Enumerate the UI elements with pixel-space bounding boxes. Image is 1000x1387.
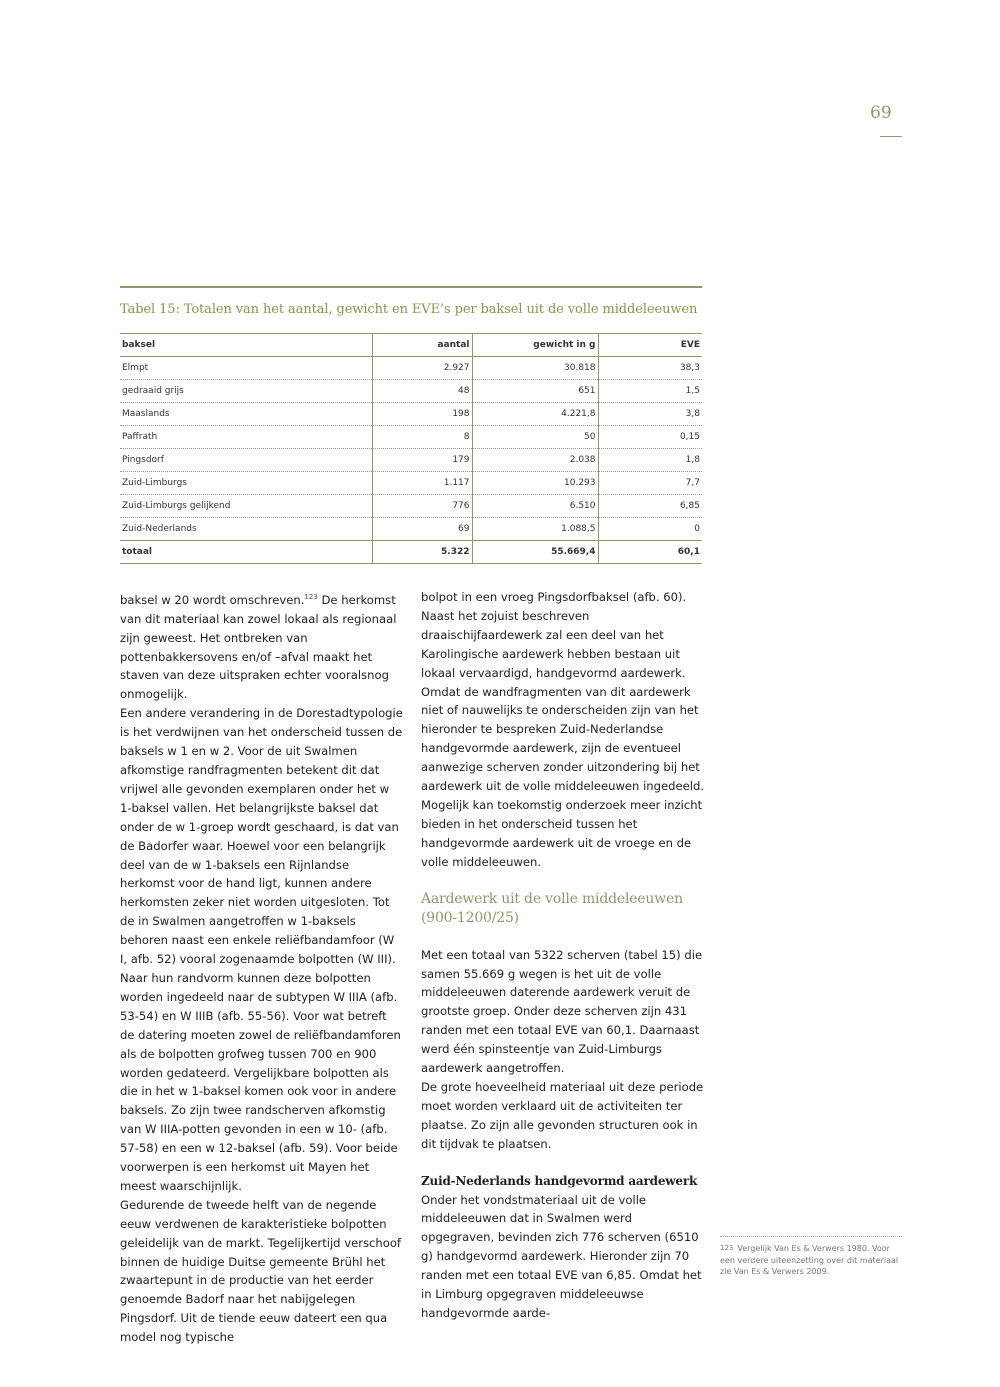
left-paragraph-2: Een andere verandering in de Dorestadtypologie is het verdwijnen van het onderscheid tussen de baksels w 1 en w 2. Voor de uit Swalmen afkomstige randfragmenten betekent dit dat vrijwel alle gevonden exemplaren onder het w 1-baksel vallen. Het belangrijkste baksel dat onder de w 1-groep wordt geschaard, is dat van de Badorfer waar. Hoewel voor een belangrijk deel van de w 1-baksels een Rijnlandse herkomst voor de hand ligt, kunnen andere herkomsten zeker niet worden uitgesloten. Tot de in Swalmen aangetroffen w 1-baksels behoren naast een enkele reliëfbandamfoor (W I, afb. 52) vooral zogenaamde bolpotten (W III). Naar hun randvorm kunnen deze bolpotten worden ingedeeld naar de subtypen W IIIA (afb. 53-54) en W IIIB (afb. 55-56). Voor wat betreft de datering moeten zowel de reliëfbandamforen als de bolpotten grofweg tussen 700 en 900 worden gedateerd. Vergelijkbare bolpotten als die in het w 1-baksel komen ook voor in andere baksels. Zo zijn twee randscherven afkomstig van W IIIA-potten gevonden in een w 10- (afb. 57-58) en een w 12-baksel (afb. 59). Voor beide voorwerpen is een herkomst uit Mayen het meest waarschijnlijk.	[120, 706, 403, 1193]
page-number-rule	[880, 136, 902, 137]
cell-aantal: 48	[372, 379, 472, 402]
cell-gewicht: 1.088,5	[472, 517, 598, 540]
left-p1-continued: De herkomst van dit materiaal kan zowel lokaal als regionaal zijn geweest. Het ontbreken van pottenbakkersovens en/of –afval maakt het staven van deze uitspraken echter vooralsnog onmogelijk.	[120, 592, 397, 702]
cell-gewicht: 2.038	[472, 448, 598, 471]
footnote-text: Vergelijk Van Es & Verwers 1980. Voor een verdere uiteenzetting over dit materiaal zie Van Es & Verwers 2009.	[720, 1244, 899, 1276]
cell-baksel: Paffrath	[120, 425, 372, 448]
table-row	[120, 517, 702, 540]
section-heading-line-1: Aardewerk uit de volle middeleeuwen	[421, 890, 683, 907]
cell-baksel: Maaslands	[120, 402, 372, 425]
cell-eve: 1,8	[598, 448, 702, 471]
cell-eve: 38,3	[598, 356, 702, 379]
subsection-heading: Zuid-Nederlands handgevormd aardewerk	[421, 1173, 698, 1188]
page-number: 69	[870, 103, 892, 123]
cell-aantal: 2.927	[372, 356, 472, 379]
table-block	[120, 286, 702, 564]
right-paragraph-2: Met een totaal van 5322 scherven (tabel 15) die samen 55.669 g wegen is het uit de volle middeleeuwen daterende aardewerk veruit de grootste groep. Onder deze scherven zijn 431 randen met een totaal EVE van 60,1. Daarnaast werd één spinsteentje van Zuid-Limburgs aardewerk aangetroffen.	[421, 947, 703, 1076]
right-paragraph-4: Onder het vondstmateriaal uit de volle middeleeuwen dat in Swalmen werd opgegraven, bevinden zich 776 scherven (6510 g) handgevormd aardewerk. Hieronder zijn 70 randen met een totaal EVE van 6,85. Omdat het in Limburg opgegraven middeleeuwse handgevormde aarde-	[421, 1192, 702, 1320]
cell-eve: 0	[598, 517, 702, 540]
table-row	[120, 356, 702, 379]
table-row	[120, 379, 702, 402]
cell-eve: 1,5	[598, 379, 702, 402]
cell-gewicht: 4.221,8	[472, 402, 598, 425]
header-eve: EVE	[598, 333, 702, 356]
right-paragraph-3: De grote hoeveelheid materiaal uit deze periode moet worden verklaard uit de activiteiten ter plaatse. Zo zijn alle gevonden structuren ook in dit tijdvak te plaatsen.	[421, 1079, 704, 1151]
section-heading-line-2: (900-1200/25)	[421, 909, 519, 926]
header-baksel: baksel	[120, 333, 372, 356]
right-column	[421, 588, 705, 1323]
cell-eve: 6,85	[598, 494, 702, 517]
footnote	[720, 1236, 902, 1278]
table-row	[120, 448, 702, 471]
cell-gewicht: 10.293	[472, 471, 598, 494]
cell-gewicht: 651	[472, 379, 598, 402]
table-row	[120, 425, 702, 448]
cell-aantal: 179	[372, 448, 472, 471]
table-top-rule	[120, 286, 702, 288]
cell-baksel: gedraaid grijs	[120, 379, 372, 402]
left-column	[120, 588, 404, 1347]
table-row	[120, 471, 702, 494]
data-table	[120, 333, 702, 564]
table-header-row	[120, 333, 702, 356]
cell-aantal: 1.117	[372, 471, 472, 494]
right-paragraph-1: bolpot in een vroeg Pingsdorfbaksel (afb. 60). Naast het zojuist beschreven draaischijfaardewerk zal een deel van het Karolingische aardewerk hebben bestaan uit lokaal vervaardigd, handgevormd aardewerk. Omdat de wandfragmenten van dit aardewerk niet of nauwelijks te onderscheiden zijn van het hieronder te bespreken Zuid-Nederlandse handgevormde aardewerk, zijn de eventueel aanwezige scherven zonder uitzondering bij het aardewerk uit de volle middeleeuwen ingedeeld. Mogelijk kan toekomstig onderzoek meer inzicht bieden in het onderscheid tussen het handgevormde aardewerk uit de vroege en de volle middeleeuwen.	[421, 590, 705, 869]
left-p1-text: baksel w 20 wordt omschreven.	[120, 592, 305, 607]
cell-baksel: Zuid-Nederlands	[120, 517, 372, 540]
cell-gewicht: 30.818	[472, 356, 598, 379]
cell-eve: 3,8	[598, 402, 702, 425]
cell-aantal: 198	[372, 402, 472, 425]
cell-eve: 0,15	[598, 425, 702, 448]
table-title: Tabel 15: Totalen van het aantal, gewicht en EVE’s per baksel uit de volle middeleeuwen	[120, 301, 698, 317]
cell-baksel: Elmpt	[120, 356, 372, 379]
header-aantal: aantal	[372, 333, 472, 356]
cell-baksel: Zuid-Limburgs	[120, 471, 372, 494]
footnote-reference: 123	[304, 593, 318, 601]
cell-total-label: totaal	[120, 540, 372, 563]
cell-gewicht: 6.510	[472, 494, 598, 517]
header-gewicht: gewicht in g	[472, 333, 598, 356]
cell-baksel: Zuid-Limburgs gelijkend	[120, 494, 372, 517]
cell-total-aantal: 5.322	[372, 540, 472, 563]
footnote-number: 123	[720, 1244, 734, 1252]
cell-aantal: 69	[372, 517, 472, 540]
cell-gewicht: 50	[472, 425, 598, 448]
table-row	[120, 402, 702, 425]
cell-eve: 7,7	[598, 471, 702, 494]
table-row	[120, 494, 702, 517]
cell-baksel: Pingsdorf	[120, 448, 372, 471]
left-paragraph-1	[120, 588, 404, 704]
left-paragraph-3: Gedurende de tweede helft van de negende eeuw verdwenen de karakteristieke bolpotten geleidelijk van de markt. Tegelijkertijd verschoof binnen de huidige Duitse gemeente Brühl het zwaartepunt in de productie van het eerder genoemde Badorf naar het nabijgelegen Pingsdorf. Uit de tiende eeuw dateert een qua model nog typische	[120, 1197, 402, 1345]
cell-total-gewicht: 55.669,4	[472, 540, 598, 563]
table-total-row	[120, 540, 702, 563]
cell-aantal: 776	[372, 494, 472, 517]
cell-total-eve: 60,1	[598, 540, 702, 563]
cell-aantal: 8	[372, 425, 472, 448]
section-heading	[421, 890, 705, 928]
